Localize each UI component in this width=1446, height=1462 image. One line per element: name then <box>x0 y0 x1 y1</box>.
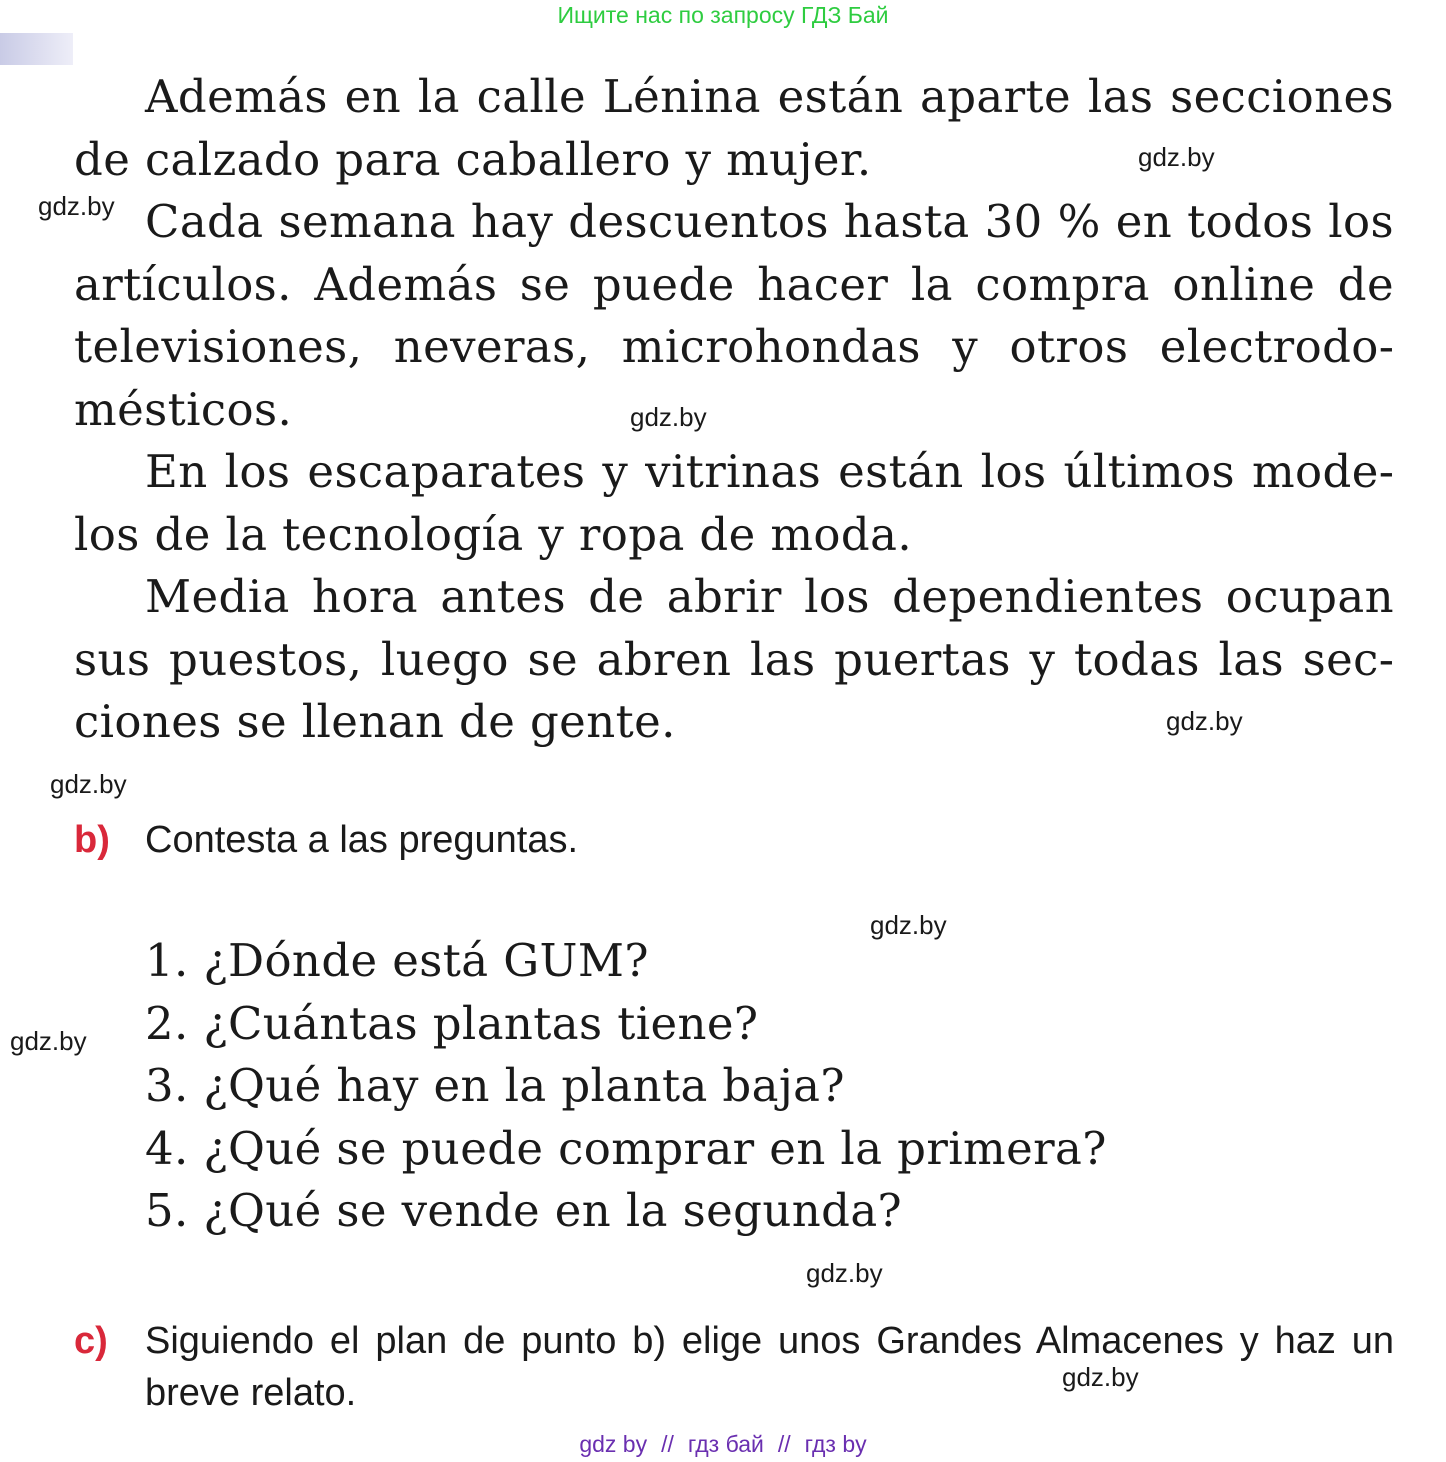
watermark: gdz.by <box>1166 706 1243 736</box>
watermark: gdz.by <box>806 1258 883 1288</box>
search-hint-banner: Ищите нас по запросу ГДЗ Бай <box>557 2 889 28</box>
footer-link[interactable]: gdz by <box>579 1431 648 1457</box>
watermark: gdz.by <box>870 910 947 940</box>
footer-separator: // <box>661 1431 674 1457</box>
corner-decoration-bar <box>0 33 73 65</box>
watermark: gdz.by <box>10 1026 87 1056</box>
question-item: 1. ¿Dónde está GUM? <box>145 934 649 987</box>
task-c-instruction: Siguiendo el plan de punto b) elige unos Grandes Almacenes y haz un breve relato. <box>145 1320 1394 1414</box>
footer-banner <box>0 1430 1446 1458</box>
footer-separator: // <box>777 1431 791 1457</box>
watermark: gdz.by <box>1138 142 1215 172</box>
question-item: 4. ¿Qué se puede comprar en la primera? <box>145 1121 1107 1175</box>
watermark: gdz.by <box>630 402 707 432</box>
question-item: 5. ¿Qué se vende en la segunda? <box>145 1184 903 1237</box>
paragraph-4: Media hora antes de abrir los dependientes ocupan sus puestos, luego se abren las puertas y todas las secciones se llenan de gente. <box>74 570 1394 748</box>
paragraph-2: Cada semana hay descuentos hasta 30 % en todos los artículos. Además se puede hacer la compra online de televisiones, neveras, microhondas y otros electrodomésticos. <box>74 195 1394 436</box>
task-c <box>74 1315 1394 1419</box>
task-b <box>74 814 1394 866</box>
question-item: 2. ¿Cuántas plantas tiene? <box>145 996 759 1050</box>
watermark: gdz.by <box>38 191 115 221</box>
question-list <box>145 930 1107 1243</box>
footer-link[interactable]: гдз бай <box>687 1431 764 1457</box>
task-c-marker: c) <box>74 1320 108 1362</box>
footer-link[interactable]: гдз by <box>804 1431 867 1457</box>
watermark: gdz.by <box>50 769 127 799</box>
question-item: 3. ¿Qué hay en la planta baja? <box>145 1059 845 1112</box>
paragraph-3: En los escaparates y vitrinas están los últimos modelos de la tecnología y ropa de moda. <box>74 445 1394 561</box>
task-b-instruction: Contesta a las preguntas. <box>145 819 579 861</box>
watermark: gdz.by <box>1062 1362 1139 1392</box>
paragraph-1: Además en la calle Lénina están aparte las secciones de calzado para caballero y mujer. <box>74 70 1394 186</box>
task-b-marker: b) <box>74 819 110 861</box>
